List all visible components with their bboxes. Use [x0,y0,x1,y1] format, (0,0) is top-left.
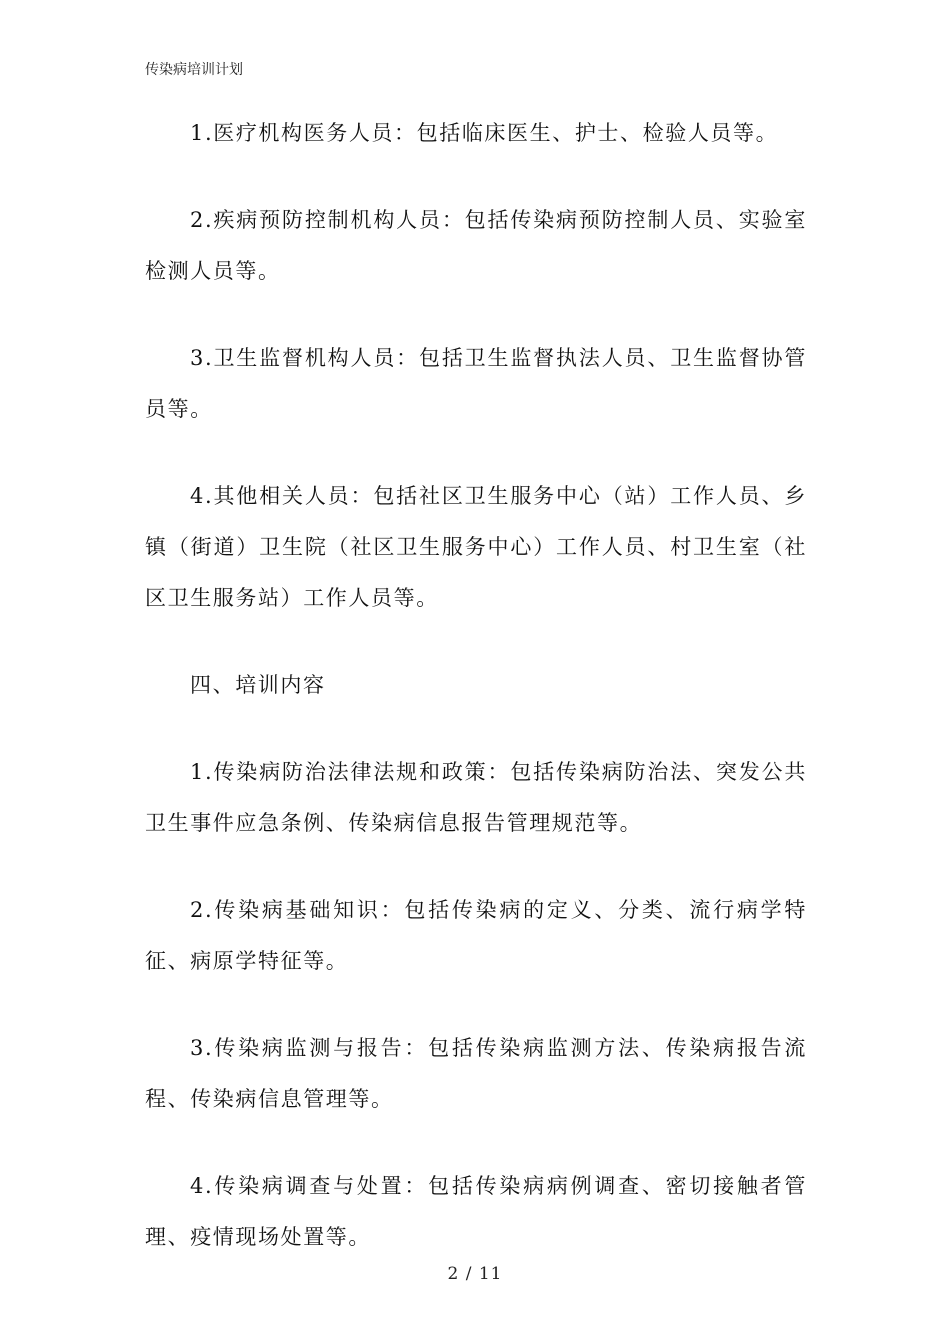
paragraph-cdc-staff: 2.疾病预防控制机构人员：包括传染病预防控制人员、实验室检测人员等。 [145,208,807,283]
paragraph-investigation-and-handling: 4.传染病调查与处置：包括传染病病例调查、密切接触者管理、疫情现场处置等。 [145,1174,807,1249]
document-body [145,108,807,1299]
page-number: 2 / 11 [447,1264,503,1284]
paragraph-health-supervision-staff: 3.卫生监督机构人员：包括卫生监督执法人员、卫生监督协管员等。 [145,346,807,421]
paragraph-medical-staff: 1.医疗机构医务人员：包括临床医生、护士、检验人员等。 [190,121,779,145]
paragraph-laws-and-policies: 1.传染病防治法律法规和政策：包括传染病防治法、突发公共卫生事件应急条例、传染病信息报告管理规范等。 [145,760,807,835]
section-heading-training-content: 四、培训内容 [190,673,326,697]
paragraph-other-staff: 4.其他相关人员：包括社区卫生服务中心（站）工作人员、乡镇（街道）卫生院（社区卫生服务中心）工作人员、村卫生室（社区卫生服务站）工作人员等。 [145,484,807,610]
document-header: 传染病培训计划 [145,62,243,78]
paragraph-basic-knowledge: 2.传染病基础知识：包括传染病的定义、分类、流行病学特征、病原学特征等。 [145,898,807,973]
paragraph-monitoring-and-reporting: 3.传染病监测与报告：包括传染病监测方法、传染病报告流程、传染病信息管理等。 [145,1036,807,1111]
